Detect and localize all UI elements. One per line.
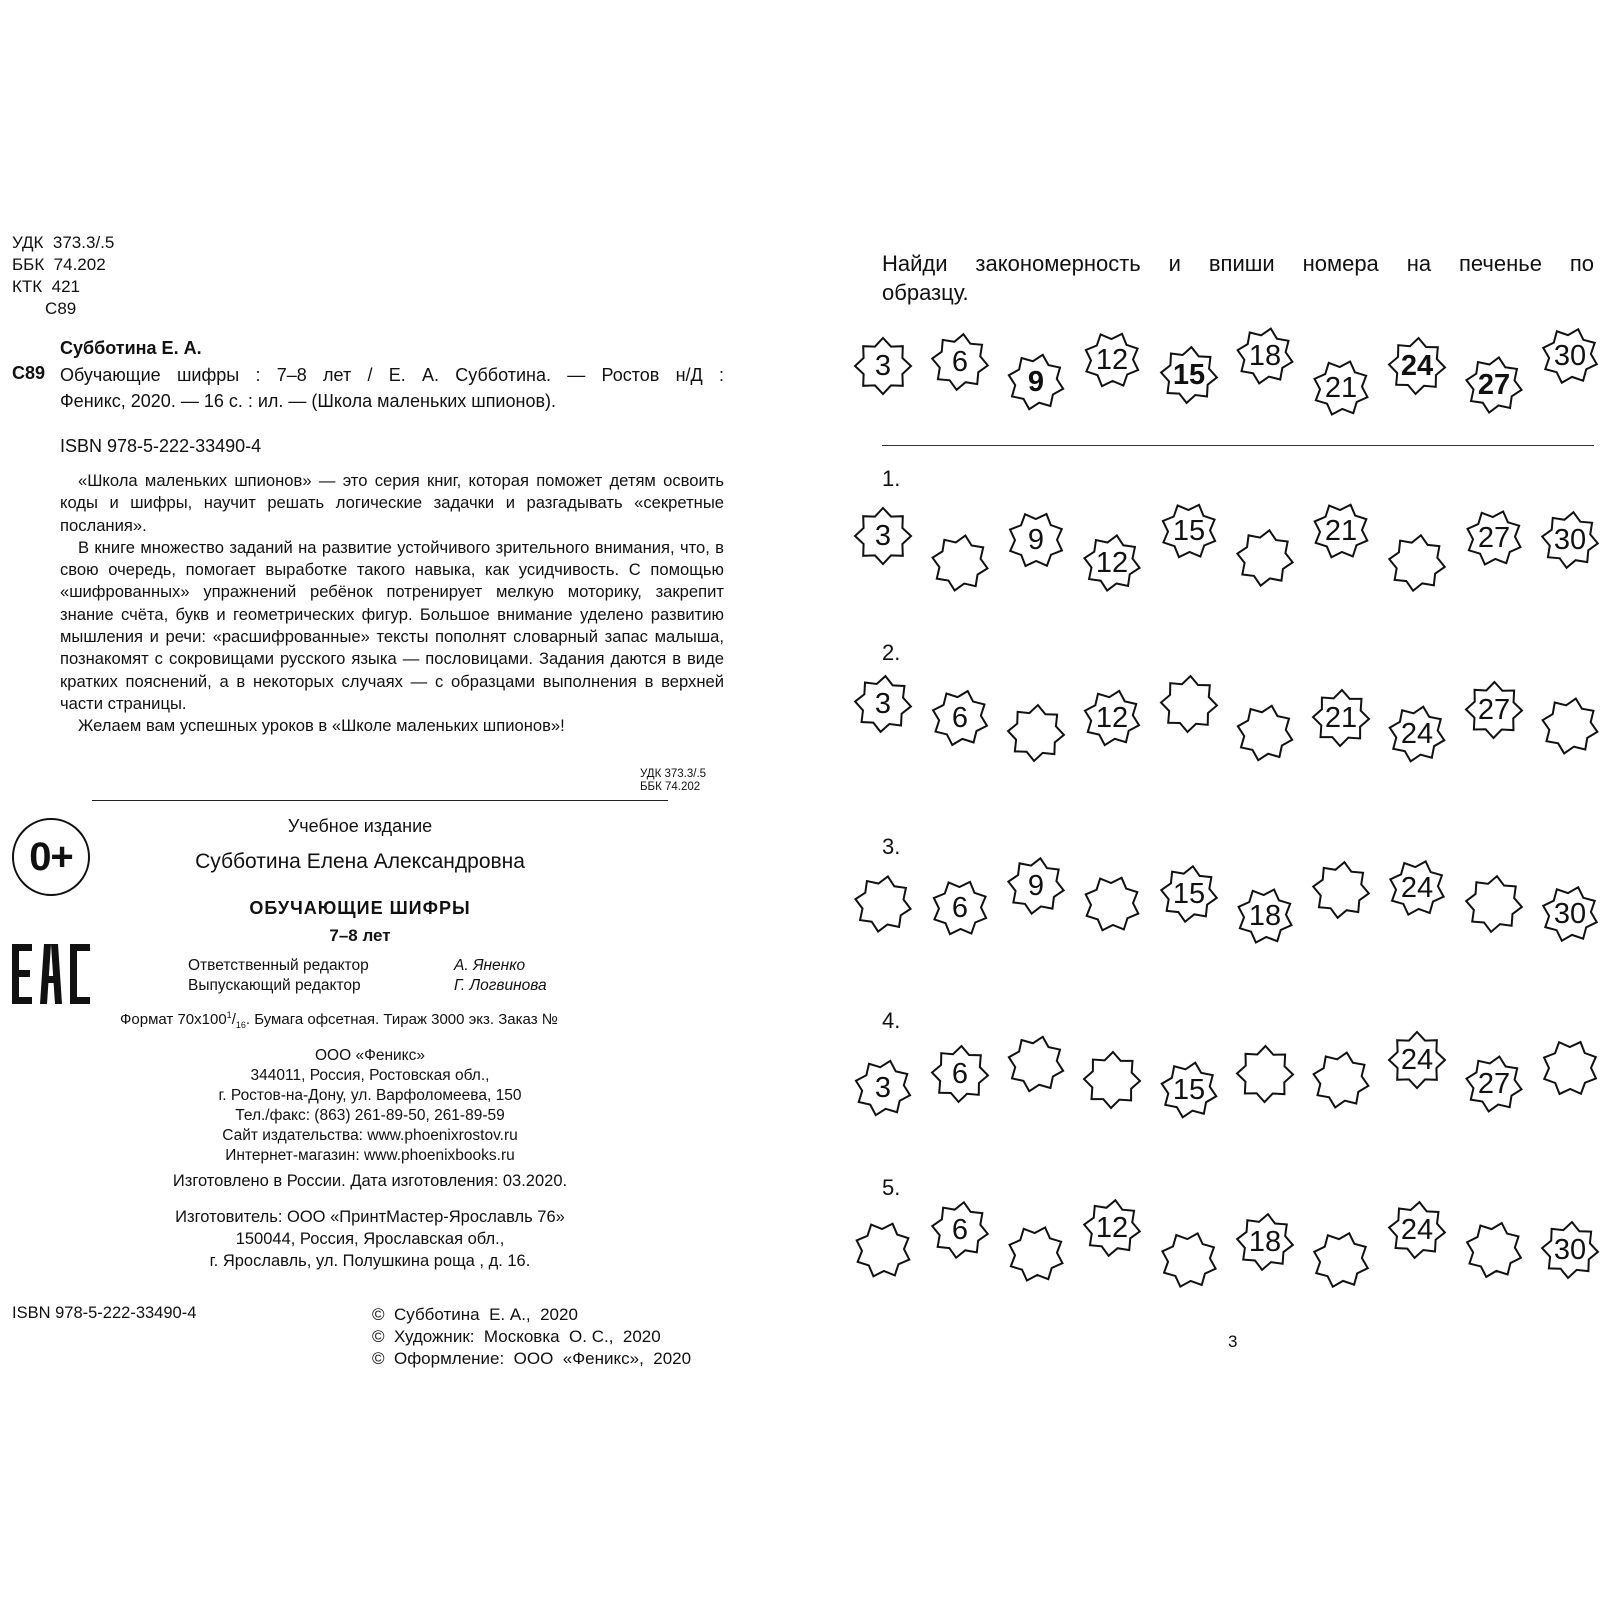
exercise-number: 5. bbox=[882, 1175, 901, 1200]
age-rating-badge bbox=[12, 818, 90, 896]
exercise-star-filled bbox=[1235, 886, 1295, 946]
star-number: 15 bbox=[1172, 359, 1206, 391]
exercise-star-blank[interactable] bbox=[1311, 1230, 1371, 1290]
annotation bbox=[60, 470, 724, 738]
bbk-code: ББК 74.202 bbox=[12, 255, 106, 274]
exercise-star-blank[interactable] bbox=[930, 533, 990, 593]
example-star bbox=[1464, 355, 1524, 415]
star-number: 6 bbox=[951, 1214, 969, 1246]
star-number: 3 bbox=[874, 520, 892, 552]
star-shape bbox=[1311, 1230, 1371, 1290]
star-number: 30 bbox=[1553, 340, 1587, 372]
star-number: 18 bbox=[1248, 1226, 1282, 1258]
isbn-top: ISBN 978-5-222-33490-4 bbox=[60, 436, 262, 456]
star-shape bbox=[1235, 528, 1295, 588]
star-shape bbox=[1006, 1034, 1066, 1094]
manufacturer-line: Изготовитель: ООО «ПринтМастер-Ярославль 76» bbox=[175, 1208, 565, 1226]
star-number: 12 bbox=[1095, 547, 1129, 579]
small-bbk: ББК 74.202 bbox=[640, 781, 701, 793]
exercise-star-blank[interactable] bbox=[1235, 703, 1295, 763]
star-number: 12 bbox=[1095, 1212, 1129, 1244]
star-number: 30 bbox=[1553, 1234, 1587, 1266]
star-number: 12 bbox=[1095, 344, 1129, 376]
annotation-paragraph: Желаем вам успешных уроков в «Школе маленьких шпионов»! bbox=[78, 716, 565, 736]
example-star bbox=[1311, 358, 1371, 418]
star-shape bbox=[1082, 1050, 1142, 1110]
star-shape bbox=[1464, 874, 1524, 934]
star-shape bbox=[1006, 1224, 1066, 1284]
editor-row bbox=[188, 956, 526, 976]
exercise-star-blank[interactable] bbox=[1540, 696, 1600, 756]
ktk-code: КТК 421 bbox=[12, 277, 80, 296]
star-number: 30 bbox=[1553, 524, 1587, 556]
star-shape bbox=[1159, 1230, 1219, 1290]
exercise-star-blank[interactable] bbox=[1464, 1220, 1524, 1280]
udk-code: УДК 373.3/.5 bbox=[12, 233, 115, 252]
exercise-star-filled bbox=[1387, 1200, 1447, 1260]
exercise-star-filled bbox=[1311, 688, 1371, 748]
star-number: 27 bbox=[1477, 522, 1511, 554]
editors bbox=[188, 956, 547, 996]
exercise-star-filled bbox=[1311, 501, 1371, 561]
call-mark: С89 bbox=[12, 363, 46, 383]
star-number: 24 bbox=[1400, 1044, 1434, 1076]
star-number: 18 bbox=[1248, 900, 1282, 932]
editor-row bbox=[188, 976, 547, 996]
exercise-number: 3. bbox=[882, 834, 901, 859]
star-shape bbox=[1159, 674, 1219, 734]
format-suffix: . Бумага офсетная. Тираж 3000 экз. Заказ № bbox=[245, 1011, 558, 1028]
divider bbox=[92, 800, 668, 801]
exercise-star-filled bbox=[1540, 510, 1600, 570]
star-number: 3 bbox=[874, 1072, 892, 1104]
example-star bbox=[1540, 326, 1600, 386]
exercise-star-filled bbox=[930, 878, 990, 938]
exercise-star-filled bbox=[1540, 1220, 1600, 1280]
star-shape bbox=[1311, 1050, 1371, 1110]
publisher-line: Тел./факс: (863) 261-89-50, 261-89-59 bbox=[235, 1107, 505, 1124]
star-number: 15 bbox=[1172, 515, 1206, 547]
exercise-star-filled bbox=[853, 506, 913, 566]
example-star bbox=[853, 336, 913, 396]
exercise-star-filled bbox=[1082, 533, 1142, 593]
copyright-line: © Субботина Е. А., 2020 bbox=[372, 1305, 578, 1324]
exercise-star-filled bbox=[1159, 501, 1219, 561]
example-star bbox=[1006, 352, 1066, 412]
publisher-info bbox=[110, 1046, 630, 1166]
book-title: ОБУЧАЮЩИЕ ШИФРЫ bbox=[249, 898, 471, 918]
exercise-star-blank[interactable] bbox=[1464, 874, 1524, 934]
author-full-name: Субботина Елена Александровна bbox=[195, 850, 525, 873]
example-star bbox=[1159, 345, 1219, 405]
star-shape bbox=[1540, 696, 1600, 756]
star-number: 6 bbox=[951, 702, 969, 734]
exercise-star-filled bbox=[853, 674, 913, 734]
star-shape bbox=[1082, 874, 1142, 934]
example-star bbox=[1082, 330, 1142, 390]
exercise-star-blank[interactable] bbox=[1006, 703, 1066, 763]
star-number: 21 bbox=[1324, 372, 1358, 404]
star-number: 12 bbox=[1095, 702, 1129, 734]
exercise-star-filled bbox=[1006, 856, 1066, 916]
exercise-star-blank[interactable] bbox=[1082, 874, 1142, 934]
exercise-number: 4. bbox=[882, 1008, 901, 1033]
exercise-star-blank[interactable] bbox=[1082, 1050, 1142, 1110]
instruction-line-1: Найди закономерность и впиши номера на печенье по bbox=[882, 251, 1594, 276]
exercise-star-blank[interactable] bbox=[1159, 674, 1219, 734]
publisher-line: Интернет-магазин: www.phoenixbooks.ru bbox=[225, 1147, 515, 1164]
exercise-star-blank[interactable] bbox=[1159, 1230, 1219, 1290]
star-number: 24 bbox=[1400, 718, 1434, 750]
copyright-line: © Оформление: ООО «Феникс», 2020 bbox=[372, 1349, 692, 1368]
star-number: 6 bbox=[951, 1058, 969, 1090]
star-shape bbox=[1235, 1044, 1295, 1104]
star-number: 21 bbox=[1324, 515, 1358, 547]
example-star bbox=[1235, 326, 1295, 386]
star-number: 24 bbox=[1400, 1214, 1434, 1246]
star-shape bbox=[853, 874, 913, 934]
exercise-star-filled bbox=[930, 688, 990, 748]
star-number: 18 bbox=[1248, 340, 1282, 372]
edition-type: Учебное издание bbox=[287, 816, 433, 836]
print-format: Формат $70х100^1/_{16}$. Бумага офсетная. Тираж 3000 экз. Заказ № bbox=[120, 1010, 558, 1030]
exercise-star-blank[interactable] bbox=[853, 1220, 913, 1280]
annotation-paragraph: В книге множество заданий на развитие устойчивого зрительного внимания, что, в свою очередь, помогает выработке такого навыка, как усидчивость. С помощью «шифрованных» упражнений ребёнок потренирует мелкую моторику, закрепит знание счёта, букв и геометрических фигур. Большое внимание уделено развитию мышления и речи: «расшифрованные» тексты пополнят словарный запас малыша, познакомят с сокровищами русского языка — пословицами. Задания даются в виде кратких пояснений, а в некоторых случаях — с образцами выполнения в верхней части страницы. bbox=[60, 537, 724, 713]
exercise-star-blank[interactable] bbox=[1311, 1050, 1371, 1110]
classification-codes bbox=[12, 232, 114, 320]
exercise-number: 2. bbox=[882, 640, 901, 665]
book-ages: 7–8 лет bbox=[329, 926, 391, 945]
page-number: 3 bbox=[1228, 1332, 1238, 1351]
publisher-line: г. Ростов-на-Дону, ул. Варфоломеева, 150 bbox=[218, 1087, 522, 1104]
star-shape bbox=[1006, 703, 1066, 763]
exercise-star-filled bbox=[1464, 508, 1524, 568]
eac-logo bbox=[10, 942, 92, 1006]
star-number: 24 bbox=[1400, 350, 1434, 382]
star-number: 3 bbox=[874, 350, 892, 382]
copyrights bbox=[372, 1304, 691, 1370]
star-number: 27 bbox=[1477, 1068, 1511, 1100]
exercise-star-filled bbox=[1464, 680, 1524, 740]
exercise-star-filled bbox=[1464, 1054, 1524, 1114]
exercise-star-filled bbox=[1006, 510, 1066, 570]
star-shape bbox=[1235, 703, 1295, 763]
exercise-star-blank[interactable] bbox=[1387, 533, 1447, 593]
star-number: 9 bbox=[1027, 366, 1045, 398]
instruction-line-2: образцу. bbox=[882, 280, 969, 305]
age-rating-text: 0+ bbox=[29, 834, 73, 879]
publisher-line: 344011, Россия, Ростовская обл., bbox=[250, 1067, 490, 1084]
star-number: 9 bbox=[1027, 524, 1045, 556]
manufacturer-line: г. Ярославль, ул. Полушкина роща , д. 16. bbox=[209, 1252, 531, 1270]
copyright-line: © Художник: Московка О. С., 2020 bbox=[372, 1327, 661, 1346]
annotation-paragraph: «Школа маленьких шпионов» — это серия книг, которая поможет детям освоить коды и шифры, научит решать логические задачки и разгадывать «секретные послания». bbox=[60, 471, 724, 535]
exercise-star-blank[interactable] bbox=[1311, 860, 1371, 920]
exercise-star-filled bbox=[1387, 858, 1447, 918]
made-in: Изготовлено в России. Дата изготовления: 03.2020. bbox=[172, 1172, 568, 1190]
star-number: 15 bbox=[1172, 1074, 1206, 1106]
star-number: 21 bbox=[1324, 702, 1358, 734]
example-star bbox=[930, 332, 990, 392]
exercise-number: 1. bbox=[882, 466, 901, 491]
star-number: 6 bbox=[951, 346, 969, 378]
publisher-line: ООО «Феникс» bbox=[314, 1047, 426, 1064]
star-shape bbox=[1311, 860, 1371, 920]
format-denominator: 16 bbox=[235, 1020, 246, 1030]
exercise-star-filled bbox=[1159, 1060, 1219, 1120]
exercise-star-filled bbox=[930, 1044, 990, 1104]
bibliographic-line-2: Феникс, 2020. — 16 с. : ил. — (Школа маленьких шпионов). bbox=[60, 391, 557, 411]
small-udk: УДК 373.3/.5 bbox=[640, 768, 707, 780]
star-number: 6 bbox=[951, 892, 969, 924]
format-prefix: Формат 70х100 bbox=[120, 1011, 227, 1028]
editor-name: Г. Логвинова bbox=[454, 977, 547, 994]
star-number: 24 bbox=[1400, 872, 1434, 904]
star-number: 3 bbox=[874, 688, 892, 720]
manufacturer-line: 150044, Россия, Ярославская обл., bbox=[235, 1230, 505, 1248]
manufacturer-info bbox=[110, 1206, 630, 1272]
exercise-star-filled bbox=[1159, 864, 1219, 924]
star-number: 27 bbox=[1477, 369, 1511, 401]
exercise-star-filled bbox=[1540, 884, 1600, 944]
exercise-star-blank[interactable] bbox=[1235, 528, 1295, 588]
star-shape bbox=[1464, 1220, 1524, 1280]
star-shape bbox=[1540, 1038, 1600, 1098]
star-shape bbox=[930, 533, 990, 593]
star-number: 27 bbox=[1477, 694, 1511, 726]
example-star bbox=[1387, 336, 1447, 396]
exercise-star-filled bbox=[853, 1058, 913, 1118]
exercise-star-blank[interactable] bbox=[1540, 1038, 1600, 1098]
star-number: 30 bbox=[1553, 898, 1587, 930]
exercise-star-blank[interactable] bbox=[1006, 1034, 1066, 1094]
star-number: 9 bbox=[1027, 870, 1045, 902]
exercise-star-filled bbox=[1387, 1030, 1447, 1090]
star-shape bbox=[1387, 533, 1447, 593]
star-shape bbox=[853, 1220, 913, 1280]
exercise-star-filled bbox=[930, 1200, 990, 1260]
exercise-star-filled bbox=[1387, 704, 1447, 764]
author-mark-code: С89 bbox=[12, 299, 77, 318]
star-number: 15 bbox=[1172, 878, 1206, 910]
exercise-star-filled bbox=[1235, 1212, 1295, 1272]
exercise-star-filled bbox=[1082, 688, 1142, 748]
editor-name: А. Яненко bbox=[454, 957, 526, 974]
author-heading: Субботина Е. А. bbox=[60, 338, 202, 358]
isbn-bottom: ISBN 978-5-222-33490-4 bbox=[12, 1304, 197, 1322]
format-numerator: 1 bbox=[226, 1010, 232, 1020]
editor-role: Ответственный редактор bbox=[188, 957, 369, 974]
small-classification-codes bbox=[640, 768, 706, 794]
exercise-star-blank[interactable] bbox=[1235, 1044, 1295, 1104]
bibliographic-line-1: Обучающие шифры : 7–8 лет / Е. А. Субботина. — Ростов н/Д : bbox=[60, 365, 724, 385]
exercise-star-blank[interactable] bbox=[853, 874, 913, 934]
divider bbox=[882, 445, 1594, 446]
editor-role: Выпускающий редактор bbox=[188, 977, 361, 994]
exercise-star-filled bbox=[1082, 1198, 1142, 1258]
publisher-line: Сайт издательства: www.phoenixrostov.ru bbox=[222, 1127, 518, 1144]
exercise-star-blank[interactable] bbox=[1006, 1224, 1066, 1284]
